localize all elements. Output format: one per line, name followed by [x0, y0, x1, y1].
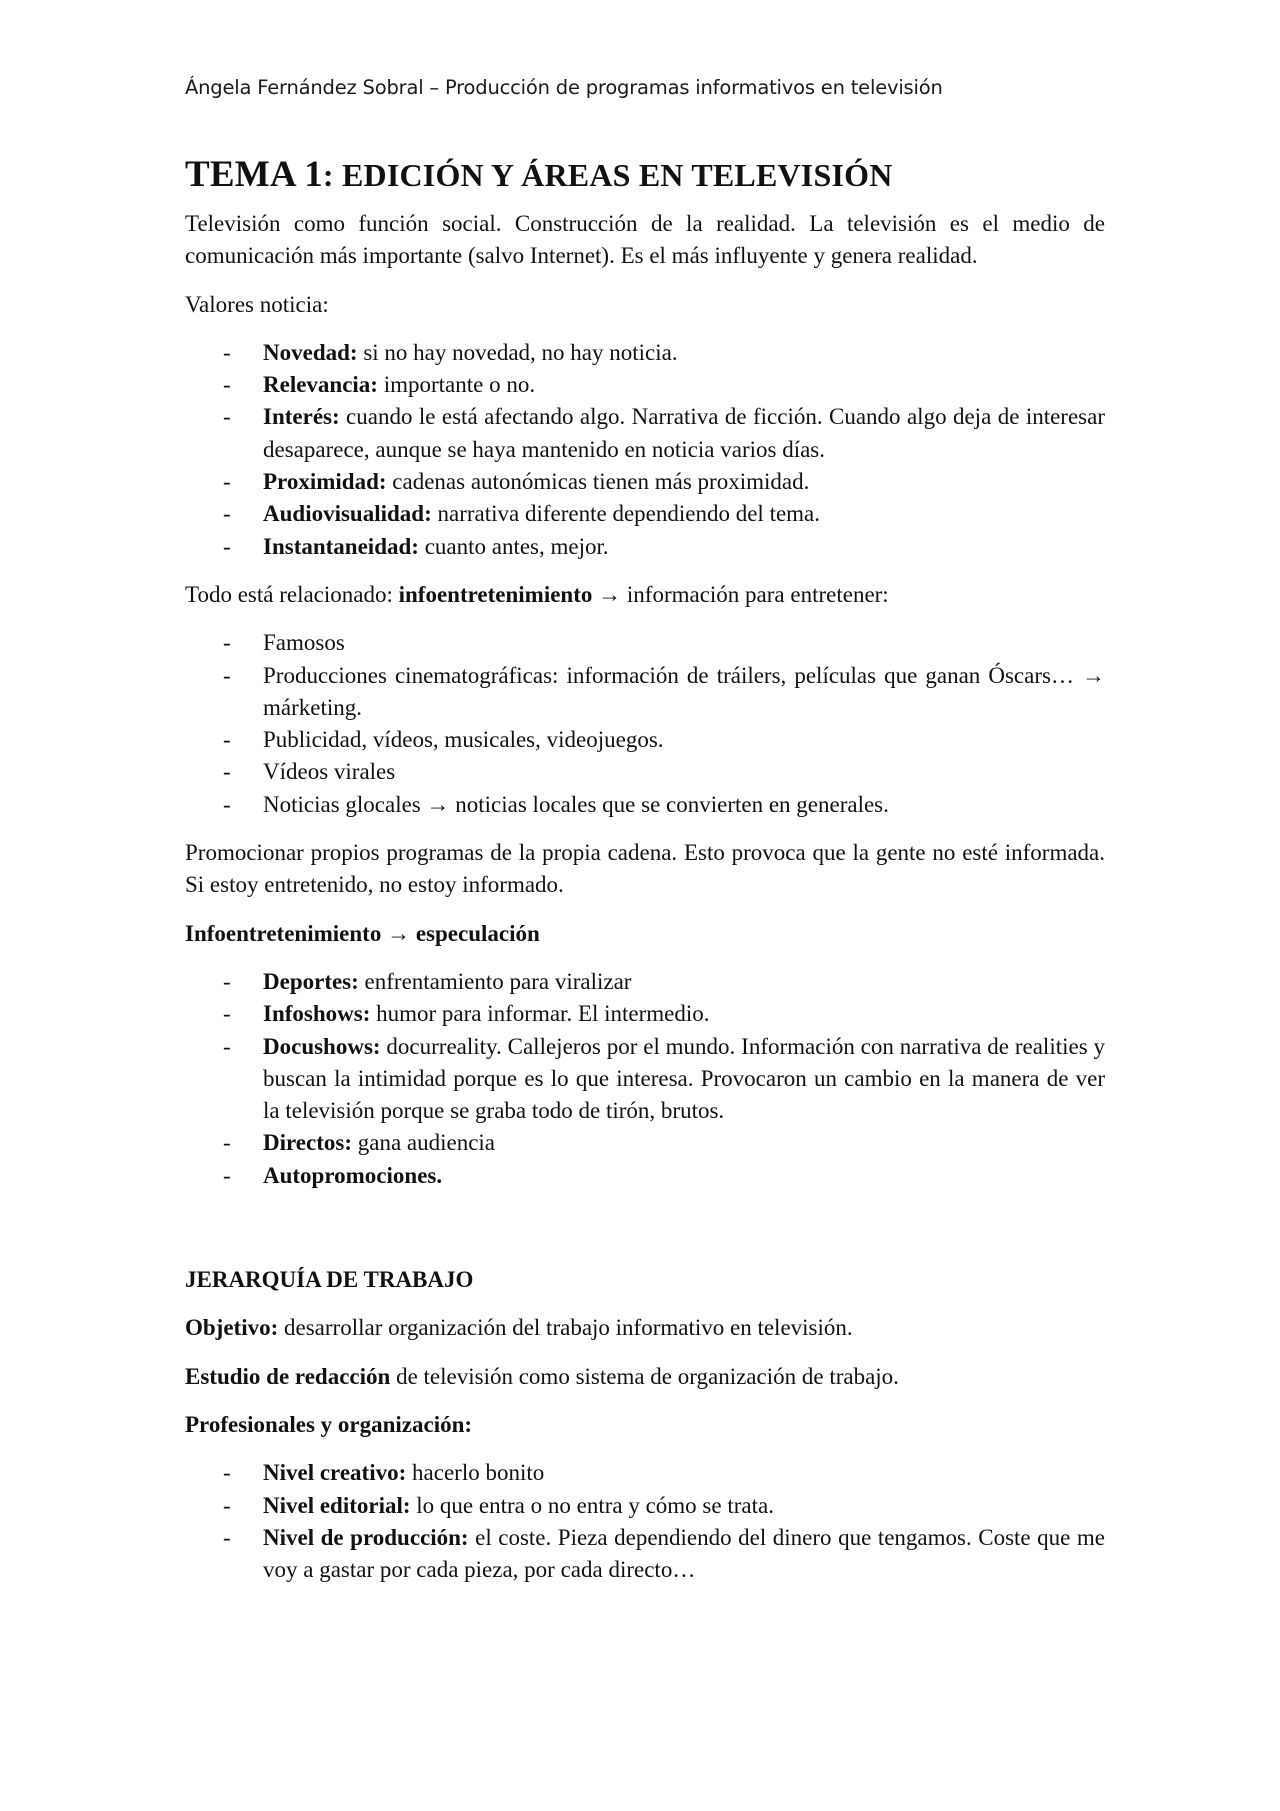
list-item [185, 401, 1105, 466]
list-term: Docushows: [263, 1033, 381, 1059]
dash-marker: - [223, 1492, 231, 1518]
list-text: cuanto antes, mejor. [418, 533, 609, 559]
objetivo-text: desarrollar organización del trabajo informativo en televisión. [278, 1315, 853, 1341]
right-arrow-icon: → [592, 581, 627, 607]
list-text: Vídeos virales [263, 759, 396, 785]
list-item [185, 724, 1105, 756]
list-item [185, 1490, 1105, 1522]
dash-marker: - [223, 759, 231, 785]
estudio-text: de televisión como sistema de organización de trabajo. [390, 1363, 899, 1389]
list-text-after: noticias locales que se convierten en generales. [455, 791, 889, 817]
page-header: Ángela Fernández Sobral – Producción de programas informativos en televisión [185, 76, 943, 99]
list-item [185, 1522, 1105, 1587]
relacionado-before: Todo está relacionado: [185, 581, 399, 607]
document-body [185, 156, 1105, 1602]
objetivo-paragraph [185, 1312, 1105, 1344]
dash-marker: - [223, 339, 231, 365]
list-term: Nivel de producción: [263, 1524, 469, 1550]
list-item [185, 660, 1105, 725]
dash-marker: - [223, 372, 231, 398]
estudio-paragraph [185, 1361, 1105, 1393]
dash-marker: - [223, 1033, 231, 1059]
niveles-list [185, 1457, 1105, 1586]
title-prefix: TEMA 1 [185, 154, 323, 195]
list-text: Famosos [263, 630, 345, 656]
list-term: Proximidad: [263, 469, 387, 495]
especulacion-heading-text: Infoentretenimiento → especulación [185, 920, 540, 946]
jerarquia-heading: JERARQUÍA DE TRABAJO [185, 1267, 474, 1293]
list-item [185, 1031, 1105, 1128]
list-term: Nivel editorial: [263, 1492, 411, 1518]
list-text: humor para informar. El intermedio. [370, 1001, 710, 1027]
list-text: Noticias glocales → [263, 791, 456, 817]
especulacion-heading [185, 918, 1105, 950]
list-text: docurreality. Callejeros por el mundo. Información con narrativa de realities y buscan la intimidad porque es lo que interesa. Provocaron un cambio en la manera de ver la televisión porque se graba todo de tirón, brutos. [263, 1033, 1105, 1124]
list-text: hacerlo bonito [406, 1460, 545, 1486]
list-item [185, 1127, 1105, 1159]
list-text-after: márketing. [263, 694, 362, 720]
list-text: Publicidad, vídeos, musicales, videojuegos. [263, 727, 664, 753]
list-text: si no hay novedad, no hay noticia. [357, 339, 678, 365]
list-text: gana audiencia [351, 1130, 496, 1156]
list-text: cadenas autonómicas tienen más proximidad. [386, 469, 810, 495]
dash-marker: - [223, 1460, 231, 1486]
list-term: Novedad: [263, 339, 358, 365]
relacionado-paragraph [185, 579, 1105, 611]
profesionales-heading-text: Profesionales y organización: [185, 1411, 473, 1437]
list-text: el coste. Pieza dependiendo del dinero que tengamos. Coste que me voy a gastar por cada pieza, por cada directo… [263, 1524, 1106, 1583]
title-rest: : EDICIÓN Y ÁREAS EN TELEVISIÓN [322, 157, 893, 193]
dash-marker: - [223, 1524, 231, 1550]
list-item [185, 789, 1105, 821]
profesionales-heading [185, 1409, 1105, 1441]
dash-marker: - [223, 727, 231, 753]
list-text: enfrentamiento para viralizar [358, 968, 632, 994]
dash-marker: - [223, 1162, 231, 1188]
especulacion-list [185, 966, 1105, 1192]
intro-paragraph: Televisión como función social. Construcción de la realidad. La televisión es el medio de comunicación más importante (salvo Internet). Es el más influyente y genera realidad. [185, 211, 1105, 269]
list-term: Interés: [263, 404, 340, 430]
list-term: Nivel creativo: [263, 1460, 407, 1486]
list-text: Producciones cinematográficas: información de tráilers, películas que ganan Óscars… → [263, 662, 1105, 688]
dash-marker: - [223, 662, 231, 688]
dash-marker: - [223, 968, 231, 994]
list-term: Autopromociones. [263, 1162, 443, 1188]
list-text: lo que entra o no entra y cómo se trata. [410, 1492, 774, 1518]
list-item [185, 998, 1105, 1030]
dash-marker: - [223, 1130, 231, 1156]
list-text: cuando le está afectando algo. Narrativa de ficción. Cuando algo deja de interesar desaparece, aunque se haya mantenido en noticia varios días. [263, 404, 1105, 462]
list-item [185, 966, 1105, 998]
dash-marker: - [223, 630, 231, 656]
list-term: Instantaneidad: [263, 533, 419, 559]
list-term: Relevancia: [263, 372, 378, 398]
list-term: Audiovisualidad: [263, 501, 432, 527]
document-title [185, 156, 1105, 194]
objetivo-term: Objetivo: [185, 1315, 279, 1341]
list-item [185, 756, 1105, 788]
estudio-term: Estudio de redacción [185, 1363, 391, 1389]
list-term: Deportes: [263, 968, 359, 994]
list-item [185, 1457, 1105, 1489]
promocionar-paragraph: Promocionar propios programas de la propia cadena. Esto provoca que la gente no esté informada. Si estoy entretenido, no estoy informado. [185, 840, 1105, 898]
list-term: Directos: [263, 1130, 352, 1156]
relacionado-bold: infoentretenimiento [398, 581, 593, 607]
list-term: Infoshows: [263, 1001, 371, 1027]
list-text: importante o no. [377, 372, 536, 398]
list-text: narrativa diferente dependiendo del tema. [431, 501, 821, 527]
dash-marker: - [223, 404, 231, 430]
list-item [185, 498, 1105, 530]
list-item [185, 627, 1105, 659]
list-item [185, 531, 1105, 563]
dash-marker: - [223, 469, 231, 495]
list-item [185, 1160, 1105, 1192]
list-item [185, 466, 1105, 498]
valores-list [185, 337, 1105, 563]
list-item [185, 337, 1105, 369]
dash-marker: - [223, 533, 231, 559]
valores-label: Valores noticia: [185, 291, 329, 317]
dash-marker: - [223, 791, 231, 817]
dash-marker: - [223, 501, 231, 527]
list-item [185, 369, 1105, 401]
section-spacer [185, 1208, 1105, 1264]
dash-marker: - [223, 1001, 231, 1027]
relacionado-after: información para entretener: [626, 581, 889, 607]
info-list [185, 627, 1105, 821]
